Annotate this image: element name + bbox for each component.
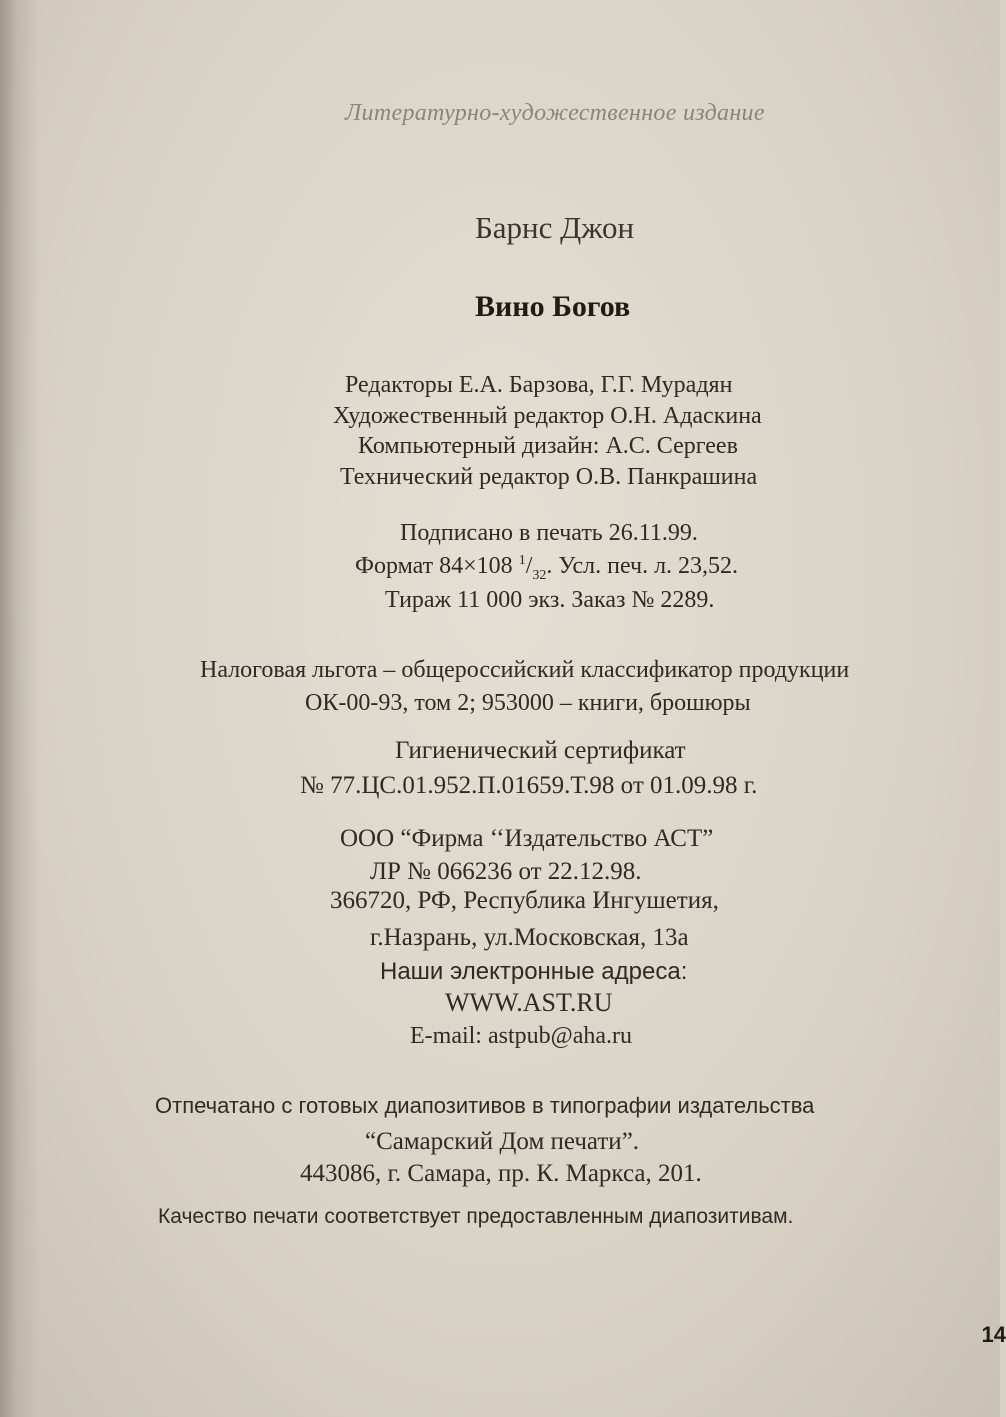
- format-sup: 1: [518, 553, 526, 568]
- tax-line-1: Налоговая льгота – общероссийский классификатор продукции: [200, 657, 850, 683]
- tech-editor-line: Технический редактор О.В. Панкрашина: [340, 464, 758, 490]
- book-title: Вино Богов: [475, 290, 631, 323]
- printer-line-2: “Самарский Дом печати”.: [365, 1128, 640, 1155]
- tax-line-2: ОК-00-93, том 2; 953000 – книги, брошюры: [305, 690, 751, 716]
- publisher-name: ООО “Фирма ‘‘Издательство АСТ”: [340, 825, 714, 852]
- format-sub: 32: [532, 567, 547, 583]
- hygiene-cert-number: № 77.ЦС.01.952.П.01659.Т.98 от 01.09.98 г.: [300, 772, 758, 799]
- page-gutter-shadow: [0, 0, 40, 1417]
- printer-address: 443086, г. Самара, пр. К. Маркса, 201.: [300, 1160, 702, 1187]
- art-editor-line: Художественный редактор О.Н. Адаскина: [333, 403, 762, 429]
- hygiene-cert-label: Гигиенический сертификат: [395, 737, 686, 764]
- format-suffix: . Усл. печ. л. 23,52.: [546, 553, 739, 579]
- format-prefix: Формат 84×108: [355, 553, 519, 579]
- website: WWW.AST.RU: [445, 988, 613, 1017]
- web-label: Наши электронные адреса:: [380, 958, 688, 985]
- publisher-license: ЛР № 066236 от 22.12.98.: [370, 858, 642, 885]
- publisher-address-1: 366720, РФ, Республика Ингушетия,: [330, 887, 719, 914]
- book-author: Барнс Джон: [475, 210, 635, 245]
- editors-line: Редакторы Е.А. Барзова, Г.Г. Мурадян: [345, 372, 733, 398]
- email: E-mail: astpub@aha.ru: [410, 1023, 633, 1049]
- format-line: [355, 553, 738, 584]
- format-slash: /: [525, 553, 533, 579]
- printer-line-1: Отпечатано с готовых диапозитивов в типографии издательства: [155, 1093, 815, 1118]
- circulation-line: Тираж 11 000 экз. Заказ № 2289.: [385, 587, 715, 613]
- signed-date: Подписано в печать 26.11.99.: [400, 520, 698, 546]
- quality-note: Качество печати соответствует предоставленным диапозитивам.: [158, 1205, 794, 1228]
- design-line: Компьютерный дизайн: А.С. Сергеев: [358, 433, 738, 459]
- series-label: Литературно-художественное издание: [345, 100, 765, 126]
- page-number: 14: [981, 1322, 1006, 1347]
- publisher-address-2: г.Назрань, ул.Московская, 13а: [370, 924, 689, 951]
